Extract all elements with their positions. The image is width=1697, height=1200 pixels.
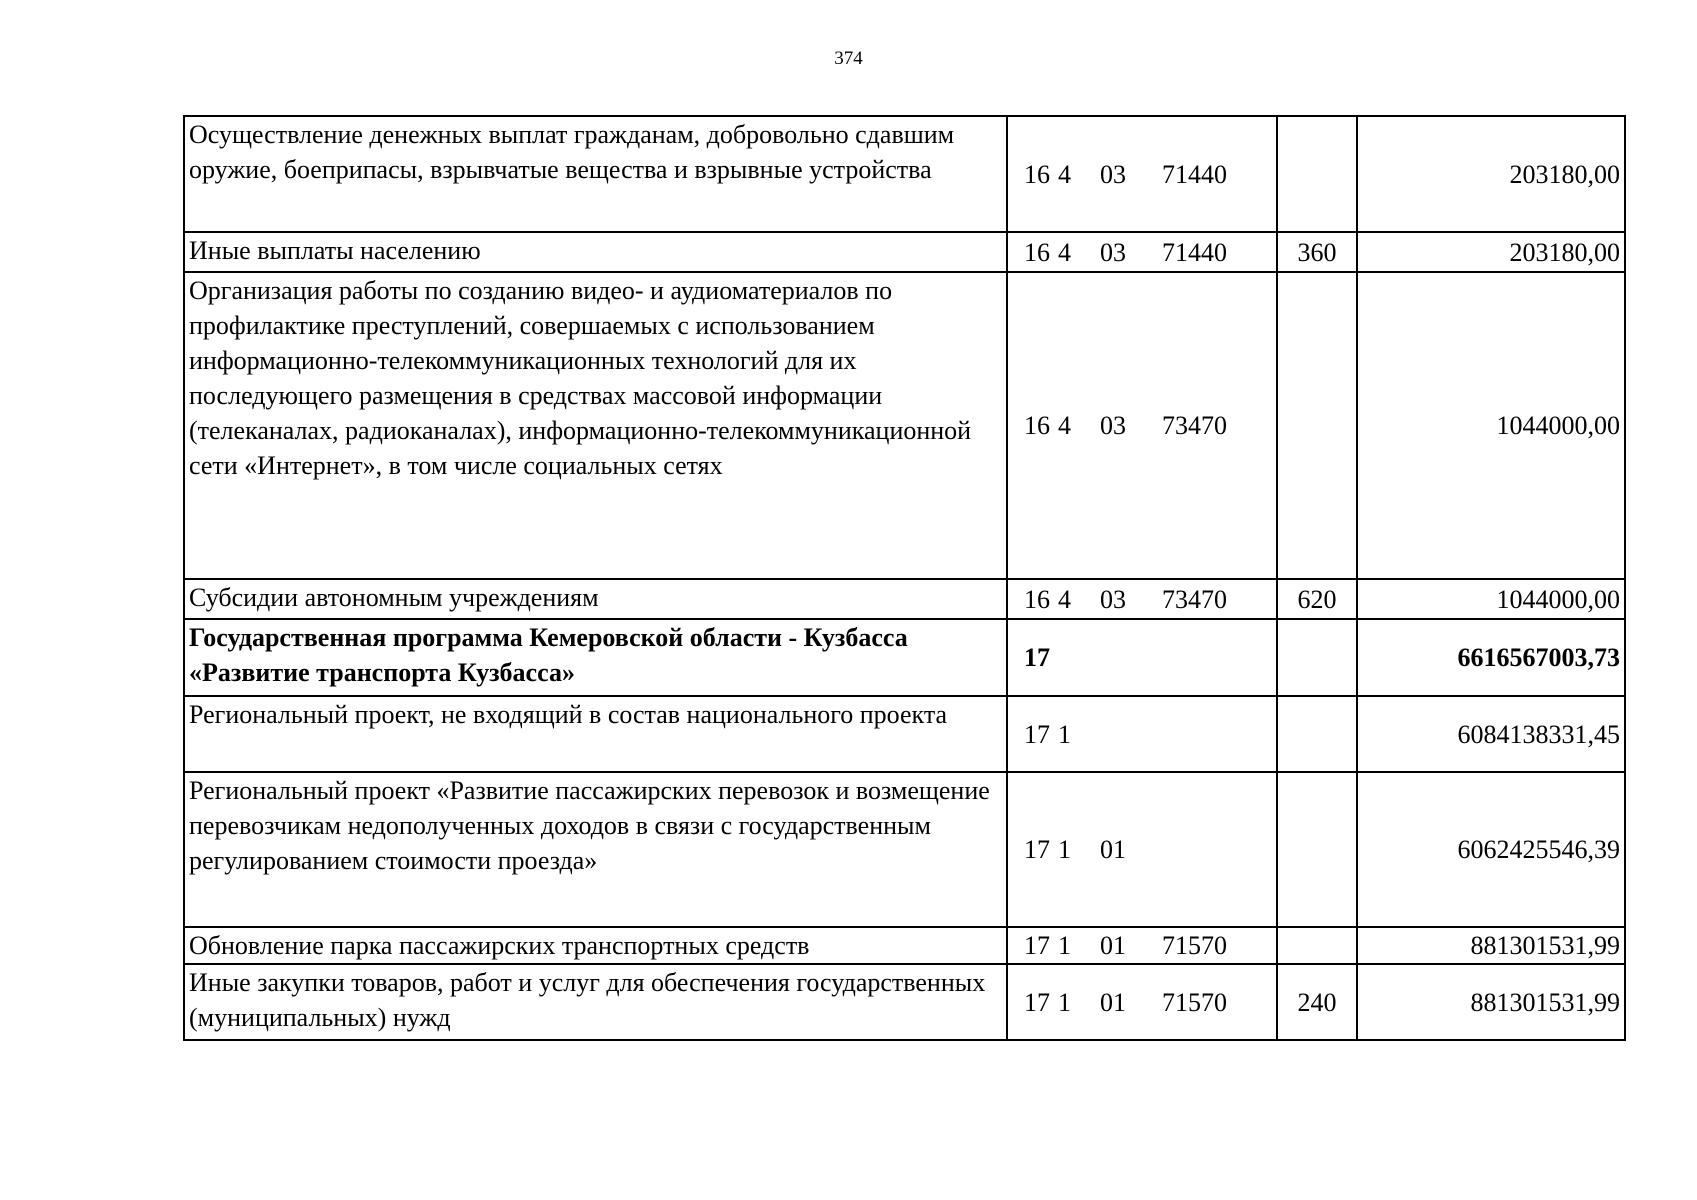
row-code (1007, 772, 1277, 927)
row-code (1007, 964, 1277, 1040)
code-subprogram: 4 (1058, 584, 1071, 614)
table-row (184, 116, 1625, 232)
code-program: 17 (1024, 987, 1050, 1017)
code-program: 16 (1024, 237, 1050, 267)
row-description: Региональный проект «Развитие пассажирских перевозок и возмещение перевозчикам недополученных доходов в связи с государственным регулированием стоимости проезда» (184, 772, 1007, 927)
row-code (1007, 116, 1277, 232)
row-amount: 1044000,00 (1357, 272, 1625, 579)
budget-table (183, 115, 1626, 1041)
page-number: 374 (834, 48, 863, 69)
table-row (184, 579, 1625, 619)
code-program: 17 (1024, 719, 1050, 749)
row-amount: 6084138331,45 (1357, 696, 1625, 772)
code-program: 16 (1024, 159, 1050, 189)
code-event: 01 (1100, 931, 1126, 960)
code-program: 17 (1024, 835, 1050, 864)
row-expense-type (1277, 619, 1357, 696)
code-direction: 73470 (1162, 584, 1227, 614)
code-event: 01 (1100, 835, 1126, 864)
row-amount: 881301531,99 (1357, 927, 1625, 964)
code-subprogram: 4 (1058, 159, 1071, 189)
row-code (1007, 927, 1277, 964)
row-code (1007, 696, 1277, 772)
code-subprogram: 4 (1058, 237, 1071, 267)
row-code (1007, 232, 1277, 272)
row-amount: 881301531,99 (1357, 964, 1625, 1040)
row-description: Иные закупки товаров, работ и услуг для обеспечения государственных (муниципальных) нужд (184, 964, 1007, 1040)
row-code (1007, 272, 1277, 579)
code-program: 17 (1024, 931, 1050, 960)
table-row (184, 772, 1625, 927)
row-expense-type (1277, 772, 1357, 927)
table-row (184, 964, 1625, 1040)
row-expense-type (1277, 696, 1357, 772)
row-description: Региональный проект, не входящий в состав национального проекта (184, 696, 1007, 772)
table-row (184, 619, 1625, 696)
table-row (184, 272, 1625, 579)
row-expense-type (1277, 116, 1357, 232)
code-event: 03 (1100, 237, 1126, 267)
code-program: 16 (1024, 584, 1050, 614)
table-row (184, 927, 1625, 964)
row-amount: 6616567003,73 (1357, 619, 1625, 696)
row-description: Организация работы по созданию видео- и аудиоматериалов по профилактике преступлений, совершаемых с использованием информационно-телекоммуникационных технологий для их последующего размещения в средствах массовой информации (телеканалах, радиоканалах), информационно-телекоммуникационной сети «Интернет», в том числе социальных сетях (184, 272, 1007, 579)
row-expense-type: 620 (1277, 579, 1357, 619)
table-row (184, 232, 1625, 272)
row-amount: 203180,00 (1357, 116, 1625, 232)
row-expense-type (1277, 927, 1357, 964)
table-row (184, 696, 1625, 772)
row-expense-type: 240 (1277, 964, 1357, 1040)
row-description: Осуществление денежных выплат гражданам, добровольно сдавшим оружие, боеприпасы, взрывчатые вещества и взрывные устройства (184, 116, 1007, 232)
code-event: 01 (1100, 987, 1126, 1017)
row-description: Обновление парка пассажирских транспортных средств (184, 927, 1007, 964)
code-direction: 71570 (1162, 987, 1227, 1017)
code-event: 03 (1100, 159, 1126, 189)
code-direction: 71440 (1162, 237, 1227, 267)
row-description: Государственная программа Кемеровской области - Кузбасса «Развитие транспорта Кузбасса» (184, 619, 1007, 696)
code-subprogram: 1 (1058, 719, 1071, 749)
code-subprogram: 1 (1058, 987, 1071, 1017)
code-program: 17 (1024, 643, 1050, 672)
code-subprogram: 1 (1058, 931, 1071, 960)
code-program: 16 (1024, 411, 1050, 440)
code-subprogram: 4 (1058, 411, 1071, 440)
row-description: Субсидии автономным учреждениям (184, 579, 1007, 619)
row-expense-type: 360 (1277, 232, 1357, 272)
row-code (1007, 619, 1277, 696)
code-event: 03 (1100, 584, 1126, 614)
row-amount: 6062425546,39 (1357, 772, 1625, 927)
row-code (1007, 579, 1277, 619)
code-subprogram: 1 (1058, 835, 1071, 864)
code-event: 03 (1100, 411, 1126, 440)
row-expense-type (1277, 272, 1357, 579)
code-direction: 73470 (1162, 411, 1227, 440)
row-amount: 203180,00 (1357, 232, 1625, 272)
code-direction: 71570 (1162, 931, 1227, 960)
row-amount: 1044000,00 (1357, 579, 1625, 619)
row-description: Иные выплаты населению (184, 232, 1007, 272)
code-direction: 71440 (1162, 159, 1227, 189)
